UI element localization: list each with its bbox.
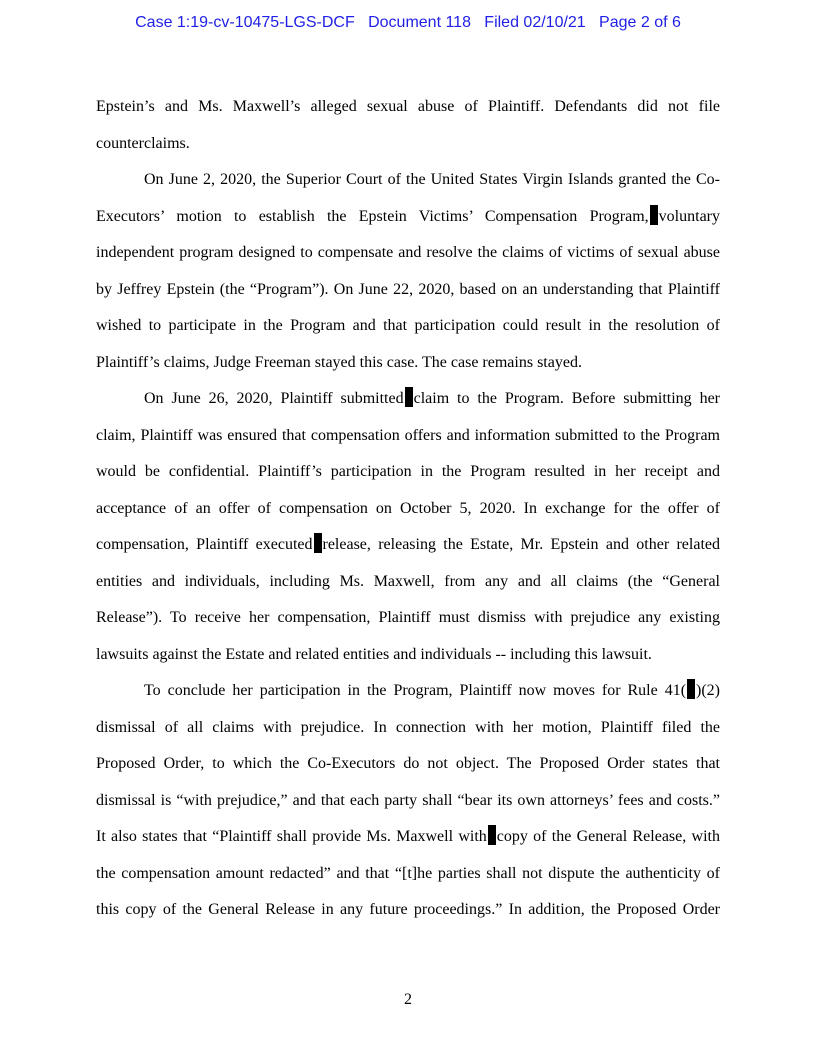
- text-segment: To conclude her participation in the Program, Plaintiff now moves for Rule 41(: [144, 682, 687, 699]
- text-line: [96, 819, 720, 856]
- text-line: wished to participate in the Program and that participation could result in the resolution of: [96, 317, 720, 334]
- text-line: counterclaims.: [96, 134, 190, 152]
- text-line: the compensation amount redacted” and that “[t]he parties shall not dispute the authenticity of: [96, 864, 720, 882]
- text-line: Plaintiff’s claims, Judge Freeman stayed this case. The case remains stayed.: [96, 353, 582, 371]
- text-line: dismissal of all claims with prejudice. In connection with her motion, Plaintiff filed the: [96, 718, 720, 736]
- redaction-box: [687, 679, 695, 699]
- redaction-box: [405, 387, 413, 407]
- case-header: Case 1:19-cv-10475-LGS-DCF Document 118 Filed 02/10/21 Page 2 of 6: [135, 14, 681, 31]
- text-line: [96, 199, 720, 236]
- text-line: this copy of the General Release in any future proceedings.” In addition, the Proposed Order: [96, 901, 720, 918]
- text-line: [96, 527, 720, 564]
- text-line: independent program designed to compensate and resolve the claims of victims of sexual abuse: [96, 244, 720, 261]
- text-line: [96, 673, 720, 710]
- redaction-box: [650, 205, 658, 225]
- text-line: lawsuits against the Estate and related entities and individuals -- including this lawsuit.: [96, 645, 652, 663]
- text-line: entities and individuals, including Ms. Maxwell, from any and all claims (the “General: [96, 572, 720, 590]
- text-segment: Executors’ motion to establish the Epstein Victims’ Compensation Program,: [96, 207, 649, 225]
- text-segment: copy of the General Release, with: [496, 828, 720, 845]
- text-line: acceptance of an offer of compensation on October 5, 2020. In exchange for the offer of: [96, 499, 720, 517]
- text-line: by Jeffrey Epstein (the “Program”). On June 22, 2020, based on an understanding that Plaintiff: [96, 280, 720, 298]
- document-body: [96, 89, 720, 929]
- redaction-box: [488, 825, 496, 845]
- page-number: 2: [404, 991, 412, 1008]
- text-segment: claim to the Program. Before submitting her: [413, 390, 721, 407]
- text-line: claim, Plaintiff was ensured that compensation offers and information submitted to the Program: [96, 426, 720, 444]
- text-segment: )(2): [696, 682, 720, 699]
- text-segment: voluntary: [658, 207, 720, 225]
- text-line: On June 2, 2020, the Superior Court of the United States Virgin Islands granted the Co-: [144, 171, 720, 188]
- text-segment: compensation, Plaintiff executed: [96, 536, 313, 553]
- text-line: Epstein’s and Ms. Maxwell’s alleged sexual abuse of Plaintiff. Defendants did not file: [96, 98, 720, 115]
- text-line: [96, 381, 720, 418]
- text-segment: release, releasing the Estate, Mr. Epstein and other related: [322, 536, 720, 553]
- text-line: would be confidential. Plaintiff’s participation in the Program resulted in her receipt and: [96, 463, 720, 480]
- text-line: Proposed Order, to which the Co-Executors do not object. The Proposed Order states that: [96, 755, 720, 772]
- text-segment: On June 26, 2020, Plaintiff submitted: [144, 390, 404, 407]
- text-line: dismissal is “with prejudice,” and that each party shall “bear its own attorneys’ fees and costs.”: [96, 791, 720, 809]
- redaction-box: [314, 533, 322, 553]
- text-line: Release”). To receive her compensation, Plaintiff must dismiss with prejudice any existing: [96, 609, 720, 626]
- text-segment: It also states that “Plaintiff shall provide Ms. Maxwell with: [96, 828, 487, 845]
